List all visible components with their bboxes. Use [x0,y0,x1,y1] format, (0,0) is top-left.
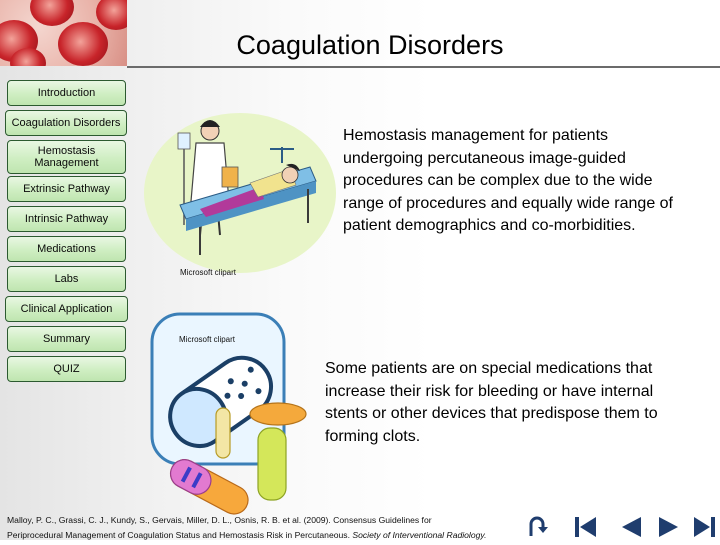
nav-introduction[interactable]: Introduction [7,80,126,106]
hospital-patient-clipart [140,105,340,275]
return-icon[interactable] [525,514,551,540]
nav-summary[interactable]: Summary [7,326,126,352]
nav-quiz[interactable]: QUIZ [7,356,126,382]
nav-hemostasis-management[interactable]: Hemostasis Management [7,140,126,174]
nav-labs[interactable]: Labs [7,266,126,292]
hemostasis-paragraph: Hemostasis management for patients undergoing percutaneous image-guided procedures can be complex due to the wide range of procedures and equally wide range of patient demographics and co-morbidities. [343,127,673,234]
nav-intrinsic-pathway[interactable]: Intrinsic Pathway [7,206,126,232]
citation-line-1: Malloy, P. C., Grassi, C. J., Kundy, S., Gervais, Miller, D. L., Osnis, R. B. et al. (2009). Consensus Guidelines for [7,515,432,525]
nav-medications[interactable]: Medications [7,236,126,262]
clipart-caption: Microsoft clipart [180,268,237,277]
next-slide-icon[interactable] [656,514,682,540]
previous-slide-icon[interactable] [618,514,644,540]
citation [7,513,515,543]
last-slide-icon[interactable] [692,514,718,540]
citation-journal: Society of Interventional Radiology. [352,530,487,540]
page-title: Coagulation Disorders [236,30,504,60]
first-slide-icon[interactable] [572,514,598,540]
nav-coagulation-disorders[interactable]: Coagulation Disorders [5,110,127,136]
title-divider [127,66,720,68]
nav-extrinsic-pathway[interactable]: Extrinsic Pathway [7,176,126,202]
blood-cells-image [0,0,127,66]
medications-paragraph: Some patients are on special medications that increase their risk for bleeding or have internal stents or other devices that predispose them to forming clots. [325,360,658,445]
clipart-caption: Microsoft clipart [179,335,236,344]
nav-clinical-application[interactable]: Clinical Application [5,296,128,322]
citation-line-2: Periprocedural Management of Coagulation Status and Hemostasis Risk in Percutaneous. [7,530,353,540]
